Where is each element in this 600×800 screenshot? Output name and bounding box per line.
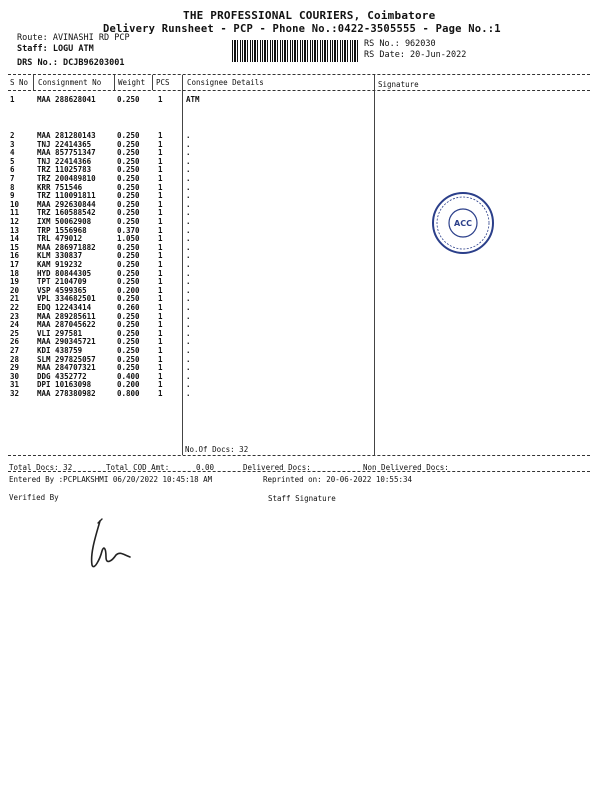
row-sno: 11	[10, 208, 20, 218]
row-consignment-no: MAA 286971882	[37, 242, 96, 252]
drs-number: DRS No.: DCJB96203001	[17, 58, 125, 68]
row-consignee-details: .	[186, 311, 191, 321]
row-weight: 0.200	[117, 380, 140, 390]
row-consignment-no: VPL 334682501	[37, 294, 96, 304]
rs-number: RS No.: 962030	[364, 39, 436, 49]
row-consignment-no: TRZ 110091811	[37, 191, 96, 201]
row-sno: 21	[10, 294, 20, 304]
row-consignment-no: MAA 278380982	[37, 389, 96, 398]
row-pcs: 1	[158, 234, 163, 244]
row-pcs: 1	[158, 371, 163, 381]
row-consignment-no: KRR 751546	[37, 182, 83, 192]
footer-rule	[8, 471, 590, 472]
row-weight: 0.250	[117, 139, 140, 149]
row-sno: 12	[10, 217, 20, 226]
row-pcs: 1	[158, 294, 163, 304]
row-sno: 13	[10, 225, 20, 235]
staff-signature-label: Staff Signature	[268, 494, 336, 503]
row-consignee-details: .	[186, 285, 191, 295]
table-row	[0, 95, 600, 104]
row-sno: 4	[10, 148, 15, 158]
table-bottom-rule	[8, 455, 590, 456]
row-consignee-details: .	[186, 363, 191, 373]
col-header-pcs: PCS	[156, 78, 170, 87]
row-weight: 0.250	[117, 131, 140, 140]
row-weight: 0.250	[117, 328, 140, 338]
row-consignment-no: VSP 4599365	[37, 285, 87, 295]
row-consignment-no: MAA 281280143	[37, 131, 96, 140]
row-pcs: 1	[158, 268, 163, 278]
row-pcs: 1	[158, 380, 163, 390]
row-pcs: 1	[158, 285, 163, 295]
row-consignment-no: KDI 438759	[37, 346, 83, 355]
row-pcs: 1	[158, 303, 163, 312]
row-weight: 0.200	[117, 285, 140, 295]
row-sno: 5	[10, 156, 15, 166]
row-consignment-no: MAA 292630844	[37, 199, 96, 209]
entered-by: Entered By :PCPLAKSHMI 06/20/2022 10:45:18 AM	[9, 475, 213, 484]
row-pcs: 1	[158, 363, 163, 373]
row-sno: 25	[10, 328, 20, 338]
table-header-rule	[8, 90, 590, 91]
row-sno: 19	[10, 277, 20, 287]
row-pcs: 1	[158, 182, 163, 192]
row-consignment-no: TNJ 22414365	[37, 139, 92, 149]
row-consignee-details: .	[186, 294, 191, 304]
row-weight: 0.250	[117, 217, 140, 226]
row-pcs: 1	[158, 95, 163, 104]
row-consignee-details: .	[186, 242, 191, 252]
row-sno: 20	[10, 285, 20, 295]
row-consignment-no: MAA 287045622	[37, 320, 96, 330]
row-pcs: 1	[158, 242, 163, 252]
row-sno: 2	[10, 131, 15, 140]
row-consignment-no: TRZ 200489810	[37, 174, 96, 183]
row-consignment-no: KLM 330837	[37, 251, 83, 261]
row-weight: 0.370	[117, 225, 140, 235]
row-weight: 0.250	[117, 346, 140, 355]
table-row	[0, 389, 600, 398]
row-weight: 0.250	[117, 363, 140, 373]
row-sno: 15	[10, 242, 20, 252]
row-consignment-no: DPI 10163098	[37, 380, 92, 390]
row-consignee-details: .	[186, 131, 191, 140]
row-sno: 10	[10, 199, 20, 209]
row-sno: 22	[10, 303, 20, 312]
row-consignment-no: MAA 857751347	[37, 148, 96, 158]
total-cod-value: 0.00	[196, 463, 215, 472]
stamp-text: ACC	[454, 219, 472, 228]
row-pcs: 1	[158, 191, 163, 201]
row-weight: 0.250	[117, 191, 140, 201]
rs-date: RS Date: 20-Jun-2022	[364, 50, 467, 60]
row-consignee-details: .	[186, 208, 191, 218]
row-consignee-details: ATM	[186, 95, 200, 104]
row-weight: 0.250	[117, 251, 140, 261]
row-consignment-no: MAA 290345721	[37, 337, 96, 347]
row-consignment-no: TRP 1556968	[37, 225, 87, 235]
row-consignee-details: .	[186, 277, 191, 287]
row-consignment-no: DDG 4352772	[37, 371, 87, 381]
row-weight: 1.050	[117, 234, 140, 244]
row-pcs: 1	[158, 199, 163, 209]
row-sno: 31	[10, 380, 20, 390]
row-sno: 29	[10, 363, 20, 373]
row-pcs: 1	[158, 165, 163, 175]
row-consignee-details: .	[186, 174, 191, 183]
row-consignee-details: .	[186, 225, 191, 235]
row-sno: 14	[10, 234, 20, 244]
row-consignee-details: .	[186, 139, 191, 149]
row-consignee-details: .	[186, 346, 191, 355]
row-pcs: 1	[158, 139, 163, 149]
row-sno: 6	[10, 165, 15, 175]
row-weight: 0.250	[117, 260, 140, 269]
row-sno: 16	[10, 251, 20, 261]
row-weight: 0.800	[117, 389, 140, 398]
col-header-details: Consignee Details	[187, 78, 264, 87]
row-consignee-details: .	[186, 320, 191, 330]
row-consignment-no: TPT 2104709	[37, 277, 87, 287]
row-consignment-no: TNJ 22414366	[37, 156, 92, 166]
col-header-weight: Weight	[118, 78, 146, 87]
barcode	[232, 40, 358, 62]
total-cod-label: Total COD Amt:	[106, 463, 170, 472]
row-sno: 8	[10, 182, 15, 192]
row-pcs: 1	[158, 225, 163, 235]
route-label: Route: AVINASHI RD PCP	[17, 33, 130, 43]
row-weight: 0.250	[117, 156, 140, 166]
non-delivered-docs: Non Delivered Docs:	[363, 463, 449, 472]
row-weight: 0.400	[117, 371, 140, 381]
row-pcs: 1	[158, 337, 163, 347]
row-sno: 27	[10, 346, 20, 355]
row-consignee-details: .	[186, 234, 191, 244]
row-consignment-no: MAA 288628041	[37, 95, 96, 104]
row-consignee-details: .	[186, 389, 191, 398]
row-consignment-no: SLM 297825057	[37, 354, 96, 364]
row-weight: 0.250	[117, 95, 140, 104]
row-weight: 0.250	[117, 354, 140, 364]
row-sno: 28	[10, 354, 20, 364]
row-consignee-details: .	[186, 380, 191, 390]
row-pcs: 1	[158, 174, 163, 183]
row-weight: 0.250	[117, 148, 140, 158]
row-pcs: 1	[158, 251, 163, 261]
row-pcs: 1	[158, 208, 163, 218]
row-consignee-details: .	[186, 191, 191, 201]
row-consignee-details: .	[186, 328, 191, 338]
row-sno: 7	[10, 174, 15, 183]
row-consignee-details: .	[186, 268, 191, 278]
row-sno: 9	[10, 191, 15, 201]
col-divider	[33, 75, 34, 90]
row-pcs: 1	[158, 354, 163, 364]
row-weight: 0.260	[117, 303, 140, 312]
row-pcs: 1	[158, 148, 163, 158]
company-stamp	[430, 190, 496, 256]
row-sno: 24	[10, 320, 20, 330]
row-sno: 3	[10, 139, 15, 149]
row-consignee-details: .	[186, 148, 191, 158]
row-pcs: 1	[158, 311, 163, 321]
row-consignee-details: .	[186, 260, 191, 269]
row-consignee-details: .	[186, 182, 191, 192]
row-consignment-no: VLI 297581	[37, 328, 83, 338]
row-consignee-details: .	[186, 371, 191, 381]
verified-by: Verified By	[9, 493, 59, 502]
row-pcs: 1	[158, 277, 163, 287]
delivered-docs: Delivered Docs:	[243, 463, 311, 472]
row-pcs: 1	[158, 217, 163, 226]
row-consignment-no: MAA 284707321	[37, 363, 96, 373]
row-pcs: 1	[158, 346, 163, 355]
row-pcs: 1	[158, 131, 163, 140]
row-weight: 0.250	[117, 242, 140, 252]
row-weight: 0.250	[117, 165, 140, 175]
row-weight: 0.250	[117, 294, 140, 304]
row-consignment-no: EDQ 12243414	[37, 303, 92, 312]
row-consignee-details: .	[186, 303, 191, 312]
row-sno: 18	[10, 268, 20, 278]
col-header-consignment: Consignment No	[38, 78, 102, 87]
col-header-signature: Signature	[378, 80, 419, 89]
row-sno: 26	[10, 337, 20, 347]
row-sno: 17	[10, 260, 20, 269]
row-consignee-details: .	[186, 354, 191, 364]
row-consignment-no: HYD 80844305	[37, 268, 92, 278]
row-pcs: 1	[158, 156, 163, 166]
row-weight: 0.250	[117, 199, 140, 209]
row-weight: 0.250	[117, 208, 140, 218]
row-consignee-details: .	[186, 251, 191, 261]
row-weight: 0.250	[117, 268, 140, 278]
row-consignment-no: TRZ 160588542	[37, 208, 96, 218]
col-divider	[152, 75, 153, 90]
row-consignment-no: TRL 479012	[37, 234, 83, 244]
no-of-docs: No.Of Docs: 32	[185, 445, 249, 454]
row-weight: 0.250	[117, 174, 140, 183]
row-consignee-details: .	[186, 199, 191, 209]
verifier-signature	[84, 515, 134, 575]
row-sno: 32	[10, 389, 20, 398]
row-sno: 23	[10, 311, 20, 321]
row-consignee-details: .	[186, 217, 191, 226]
row-weight: 0.250	[117, 320, 140, 330]
row-consignment-no: MAA 289285611	[37, 311, 96, 321]
company-title: THE PROFESSIONAL COURIERS, Coimbatore	[183, 9, 436, 22]
row-pcs: 1	[158, 320, 163, 330]
row-consignment-no: IXM 50062908	[37, 217, 92, 226]
row-pcs: 1	[158, 389, 163, 398]
row-consignment-no: TRZ 11025783	[37, 165, 92, 175]
row-sno: 1	[10, 95, 15, 104]
staff-label: Staff: LOGU ATM	[17, 44, 94, 54]
reprinted-on: Reprinted on: 20-06-2022 10:55:34	[263, 475, 413, 484]
row-weight: 0.250	[117, 311, 140, 321]
row-consignee-details: .	[186, 156, 191, 166]
row-sno: 30	[10, 371, 20, 381]
col-divider	[114, 75, 115, 90]
row-weight: 0.250	[117, 337, 140, 347]
row-pcs: 1	[158, 328, 163, 338]
row-consignment-no: KAM 919232	[37, 260, 83, 269]
row-consignee-details: .	[186, 165, 191, 175]
row-pcs: 1	[158, 260, 163, 269]
total-docs: Total Docs: 32	[9, 463, 73, 472]
row-weight: 0.250	[117, 182, 140, 192]
row-weight: 0.250	[117, 277, 140, 287]
col-header-sno: S No	[10, 78, 29, 87]
row-consignee-details: .	[186, 337, 191, 347]
table-top-rule	[8, 74, 590, 75]
runsheet-title: Delivery Runsheet - PCP - Phone No.:0422-3505555 - Page No.:1	[103, 23, 501, 35]
